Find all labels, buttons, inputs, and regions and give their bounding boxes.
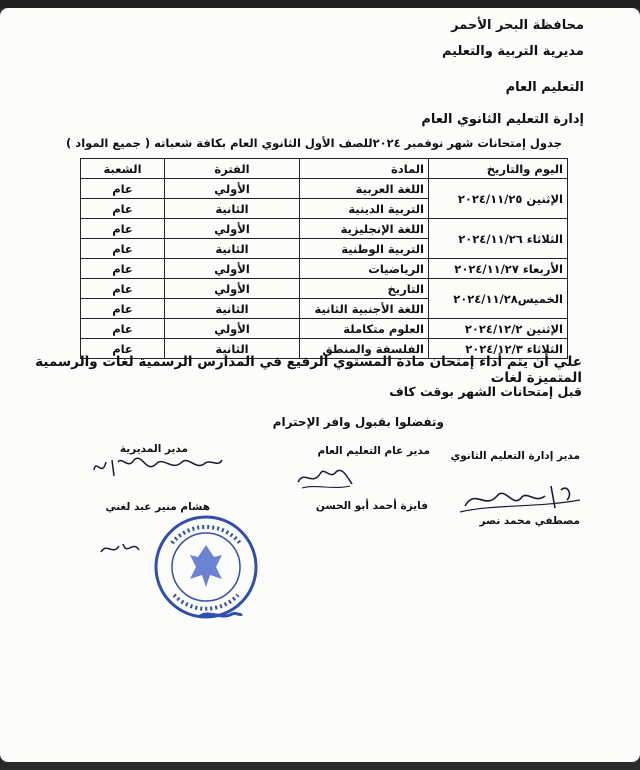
signature-title-secondary-director: مدير إدارة التعليم الثانوي [450, 450, 580, 462]
document-page [0, 8, 640, 762]
handwritten-signature-secondary-director [455, 478, 585, 518]
section-cell: عام [81, 219, 165, 239]
period-cell: الأولي [165, 259, 300, 279]
header-general-education: التعليم العام [505, 80, 584, 95]
period-cell: الثانية [165, 239, 300, 259]
table-caption: جدول إمتحانات شهر نوفمبر ٢٠٢٤للصف الأول الثانوي العام بكافة شعباته ( جميع المواد ) [66, 136, 562, 150]
header-secondary-administration: إدارة التعليم الثانوي العام [421, 112, 584, 127]
signature-name-general-director: فايزة أحمد أبو الحسن [315, 500, 428, 512]
header-governorate: محافظة البحر الأحمر [451, 18, 584, 33]
stamp-overlay-mark [196, 606, 246, 624]
signature-title-general-director: مدير عام التعليم العام [317, 445, 430, 457]
subject-cell: العلوم متكاملة [300, 319, 429, 339]
top-bar [0, 0, 640, 8]
table-row [81, 319, 568, 339]
handwritten-signature-general-director [290, 460, 360, 494]
handwritten-initial-mark [95, 536, 145, 566]
period-cell: الأولي [165, 319, 300, 339]
period-cell: الثانية [165, 299, 300, 319]
day-cell: الأربعاء ٢٠٢٤/١١/٢٧ [429, 259, 568, 279]
subject-cell: التاريخ [300, 279, 429, 299]
day-cell: الإثنين ٢٠٢٤/١٢/٢ [429, 319, 568, 339]
subject-cell: الرياضيات [300, 259, 429, 279]
day-cell: الثلاثاء ٢٠٢٤/١١/٢٦ [429, 219, 568, 259]
section-cell: عام [81, 239, 165, 259]
section-cell: عام [81, 299, 165, 319]
period-cell: الثانية [165, 199, 300, 219]
table-row [81, 179, 568, 199]
period-cell: الأولي [165, 279, 300, 299]
header-directorate: مديرية التربية والتعليم [441, 44, 584, 59]
day-cell: الثلاثاء ٢٠٢٤/١٢/٣ [429, 339, 568, 359]
subject-cell: اللغة العربية [300, 179, 429, 199]
section-cell: عام [81, 319, 165, 339]
signature-name-directorate-director: هشام منير عبد لغني [105, 501, 210, 513]
closing-greeting: وتفضلوا بقبول وافر الإحترام [272, 415, 444, 429]
period-cell: الأولي [165, 219, 300, 239]
exam-schedule-table [80, 158, 568, 359]
period-cell: الثانية [165, 339, 300, 359]
table-row [81, 279, 568, 299]
section-cell: عام [81, 199, 165, 219]
signature-title-directorate-director: مدير المديرية [119, 443, 188, 455]
section-cell: عام [81, 339, 165, 359]
subject-cell: اللغة الإنجليزية [300, 219, 429, 239]
note-advanced-level: علي أن يتم أداء إمتحان مادة المستوي الرفيع في المدارس الرسمية لغات والرسمية المتميزة لغات [35, 354, 582, 386]
bottom-bar [0, 762, 640, 770]
handwritten-signature-directorate-director [88, 448, 228, 488]
signature-name-secondary-director: مصطفي محمد نصر [479, 515, 580, 527]
day-cell: الإثنين ٢٠٢٤/١١/٢٥ [429, 179, 568, 219]
subject-cell: التربية الوطنية [300, 239, 429, 259]
note-before-exams: قبل إمتحانات الشهر بوقت كاف [389, 384, 582, 399]
table-row [81, 219, 568, 239]
table-row [81, 259, 568, 279]
subject-cell: التربية الدينية [300, 199, 429, 219]
document-content [0, 8, 640, 762]
header-section: الشعبة [81, 159, 165, 179]
subject-cell: اللغة الأجنبية الثانية [300, 299, 429, 319]
subject-cell: الفلسفة والمنطق [300, 339, 429, 359]
period-cell: الأولي [165, 179, 300, 199]
section-cell: عام [81, 259, 165, 279]
table-header-row [81, 159, 568, 179]
header-day-date: اليوم والتاريخ [429, 159, 568, 179]
official-seal-stamp [152, 513, 260, 621]
section-cell: عام [81, 279, 165, 299]
header-subject: المادة [300, 159, 429, 179]
header-period: الفترة [165, 159, 300, 179]
section-cell: عام [81, 179, 165, 199]
day-cell: الخميس٢٠٢٤/١١/٢٨ [429, 279, 568, 319]
